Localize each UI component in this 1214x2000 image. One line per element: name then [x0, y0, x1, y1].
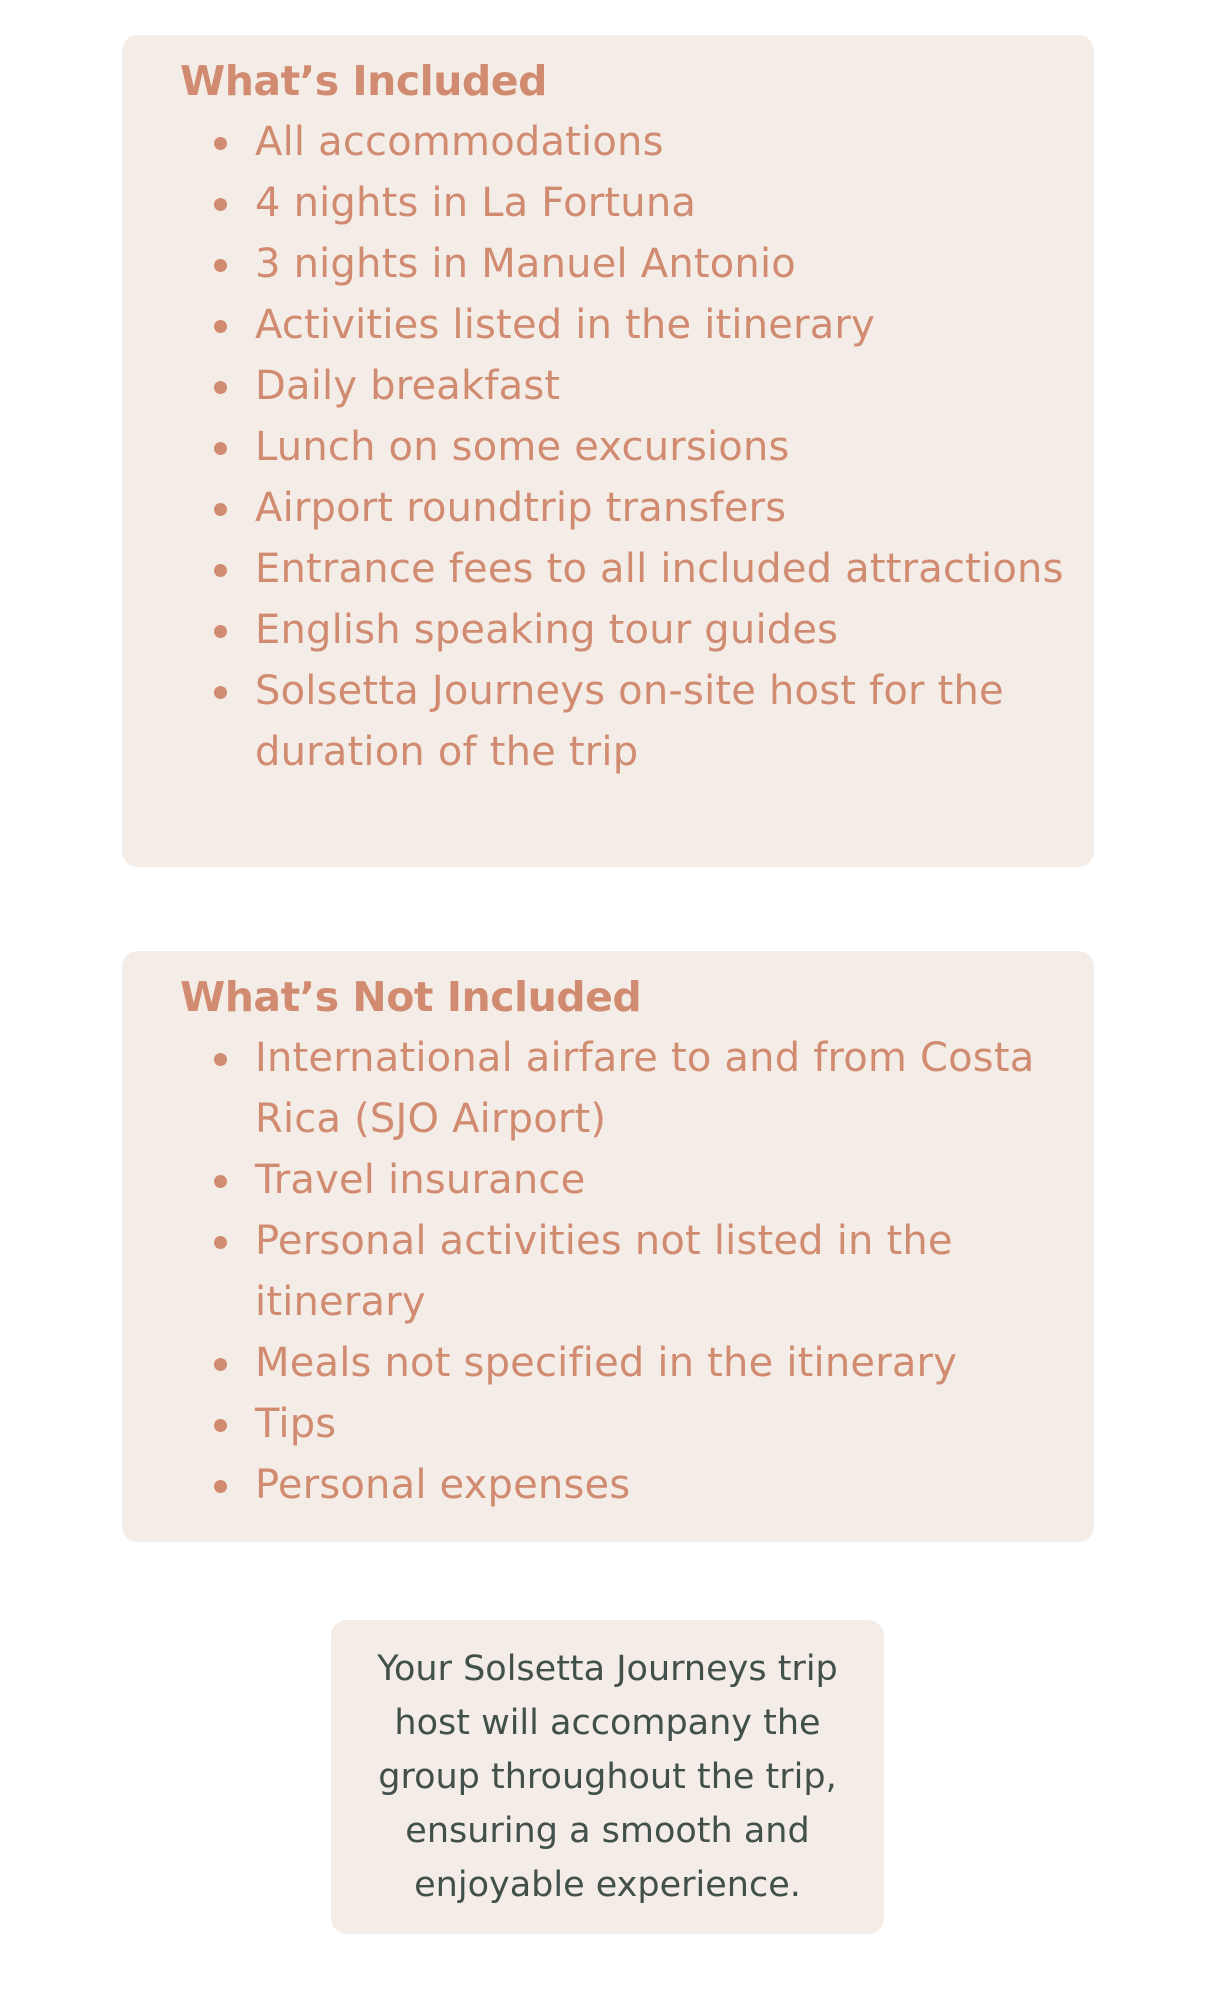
list-item: Personal expenses: [255, 1455, 1078, 1516]
included-list: [180, 112, 1078, 783]
list-item: International airfare to and from Costa Rica (SJO Airport): [255, 1028, 1078, 1150]
list-item: Daily breakfast: [255, 356, 1078, 417]
list-item: Meals not specified in the itinerary: [255, 1333, 1078, 1394]
list-item: Travel insurance: [255, 1150, 1078, 1211]
list-item: Lunch on some excursions: [255, 417, 1078, 478]
included-title: What’s Included: [180, 57, 547, 105]
list-item: 3 nights in Manuel Antonio: [255, 234, 1078, 295]
list-item: All accommodations: [255, 112, 1078, 173]
list-item: Solsetta Journeys on-site host for the duration of the trip: [255, 661, 1078, 783]
not-included-list: [180, 1028, 1078, 1516]
list-item: Airport roundtrip transfers: [255, 478, 1078, 539]
list-item: Entrance fees to all included attractions: [255, 539, 1078, 600]
list-item: Activities listed in the itinerary: [255, 295, 1078, 356]
not-included-card: [122, 951, 1094, 1542]
list-item: Tips: [255, 1394, 1078, 1455]
list-item: English speaking tour guides: [255, 600, 1078, 661]
not-included-title: What’s Not Included: [180, 973, 642, 1021]
list-item: 4 nights in La Fortuna: [255, 173, 1078, 234]
list-item: Personal activities not listed in the itinerary: [255, 1211, 1078, 1333]
included-card: [122, 35, 1094, 867]
host-note: Your Solsetta Journeys trip host will accompany the group throughout the trip, ensuring a smooth and enjoyable experience.: [331, 1620, 884, 1934]
